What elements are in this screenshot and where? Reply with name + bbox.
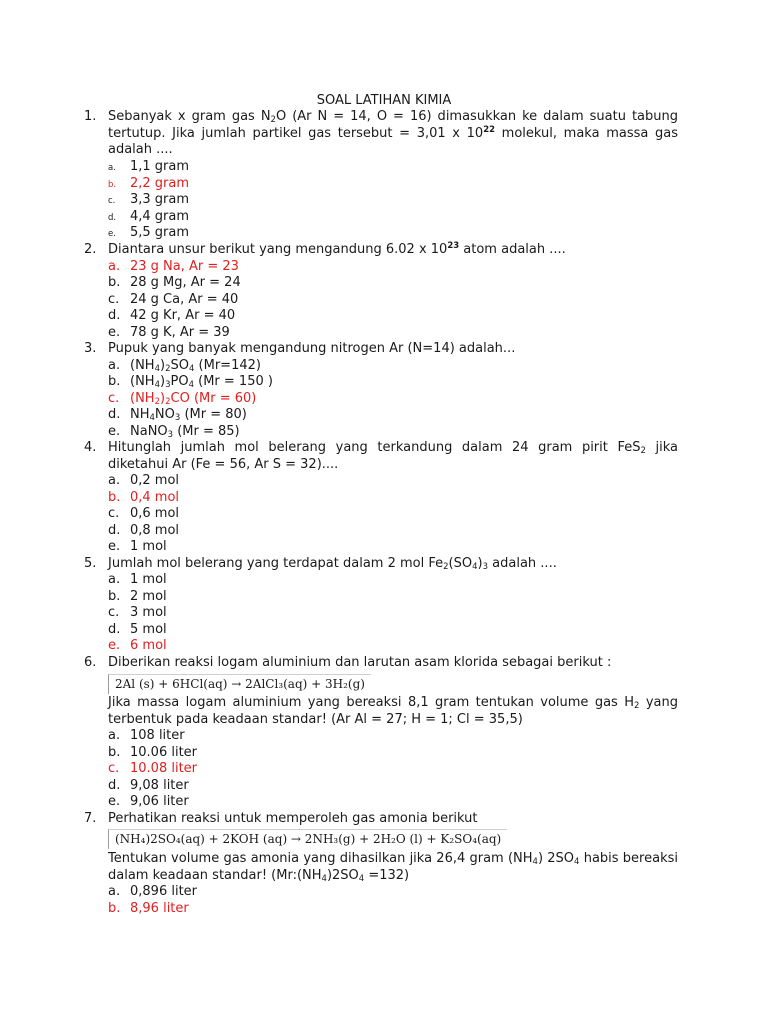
question-3 [84, 341, 678, 358]
question-text: Hitunglah jumlah mol belerang yang terkandung dalam 24 gram pirit FeS$_2$ jika diketahui Ar (Fe = 56, Ar S = 32).... [108, 440, 678, 472]
option-a-answer: a. 23 g Na, Ar = 23 [108, 259, 239, 274]
option-e-answer: e. 6 mol [108, 638, 167, 653]
question-number: 6. [84, 655, 97, 670]
option-a: a. 0,2 mol [108, 473, 180, 488]
reaction-equation: (NH₄)2SO₄(aq) + 2KOH (aq) → 2NH₃(g) + 2H₂O (l) + K₂SO₄(aq) [108, 829, 507, 849]
question-number: 2. [84, 242, 97, 257]
option-a: a. 0,896 liter [108, 884, 198, 899]
option-c: c. 24 g Ca, Ar = 40 [108, 292, 239, 307]
option-a: a. 108 liter [108, 728, 185, 743]
question-text: Diberikan reaksi logam aluminium dan larutan asam klorida sebagai berikut : [108, 655, 612, 670]
reaction-equation: 2Al (s) + 6HCl(aq) → 2AlCl₃(aq) + 3H₂(g) [108, 674, 371, 694]
option-d: d. 4,4 gram [108, 209, 190, 224]
option-d: d. $NH_4NO_3$ (Mr = 80) [108, 407, 247, 423]
question-number: 3. [84, 341, 97, 356]
question-7-body [108, 851, 678, 884]
question-number: 5. [84, 556, 97, 571]
question-text: Jumlah mol belerang yang terdapat dalam 2 mol $Fe_2(SO_4)_3$ adalah .... [108, 556, 557, 572]
option-e: e. NaNO$_3$ (Mr = 85) [108, 424, 240, 440]
question-number: 7. [84, 811, 97, 826]
option-a: a. $(NH_4)_2SO_4$ (Mr=142) [108, 358, 261, 374]
question-text: Tentukan volume gas amonia yang dihasilkan jika 26,4 gram $(NH_4)$ $2SO_4$ habis bereaksi dalam keadaan standar! $(Mr:(NH_4)2SO_4 =132)$ [108, 851, 678, 884]
option-a: a. 1 mol [108, 572, 167, 587]
option-b: b. $(NH_4)_3PO_4$ (Mr = 150 ) [108, 374, 273, 390]
option-d: d. 42 g Kr, Ar = 40 [108, 308, 236, 323]
option-b-answer: b. 8,96 liter [108, 901, 189, 916]
question-1 [84, 109, 678, 159]
option-c: c. 0,6 mol [108, 506, 180, 521]
question-text: Jika massa logam aluminium yang bereaksi 8,1 gram tentukan volume gas $H_2$ yang terbentuk pada keadaan standar! (Ar Al = 27; H = 1; Cl = 35,5) [108, 695, 678, 727]
option-e: e. 1 mol [108, 539, 167, 554]
option-c-answer: c. 10.08 liter [108, 761, 198, 776]
option-c-answer: c. $(NH_2)_2CO$ (Mr = 60) [108, 391, 257, 407]
option-d: d. 5 mol [108, 622, 167, 637]
option-a: a. 1,1 gram [108, 159, 190, 174]
question-text: Perhatikan reaksi untuk memperoleh gas amonia berikut [108, 811, 478, 826]
option-b: b. 10.06 liter [108, 745, 198, 760]
question-text: Sebanyak x gram gas $N_2O$ (Ar N = 14, O = 16) dimasukkan ke dalam suatu tabung tertutup. Jika jumlah partikel gas tersebut = 3,01 x $10^{22}$ molekul, maka massa gas adalah .... [108, 109, 678, 157]
question-text: Pupuk yang banyak mengandung nitrogen Ar (N=14) adalah... [108, 341, 516, 356]
page-title: SOAL LATIHAN KIMIA [316, 93, 452, 108]
question-text: Diantara unsur berikut yang mengandung 6.02 x $10^{23}$ atom adalah .... [108, 241, 566, 257]
question-7 [84, 811, 678, 828]
question-6 [84, 655, 678, 672]
question-4 [84, 440, 678, 473]
question-6-body [108, 695, 678, 728]
option-e: e. 78 g K, Ar = 39 [108, 325, 230, 340]
option-e: e. 9,06 liter [108, 794, 189, 809]
question-2 [84, 242, 678, 259]
option-b: b. 28 g Mg, Ar = 24 [108, 275, 241, 290]
option-d: d. 0,8 mol [108, 523, 180, 538]
option-b-answer: b. 2,2 gram [108, 176, 190, 191]
question-number: 1. [84, 109, 97, 124]
option-b-answer: b. 0,4 mol [108, 490, 180, 505]
option-c: c. 3,3 gram [108, 192, 190, 207]
question-number: 4. [84, 440, 97, 455]
option-d: d. 9,08 liter [108, 778, 189, 793]
option-b: b. 2 mol [108, 589, 167, 604]
question-5 [84, 556, 678, 573]
option-e: e. 5,5 gram [108, 225, 190, 240]
option-c: c. 3 mol [108, 605, 167, 620]
